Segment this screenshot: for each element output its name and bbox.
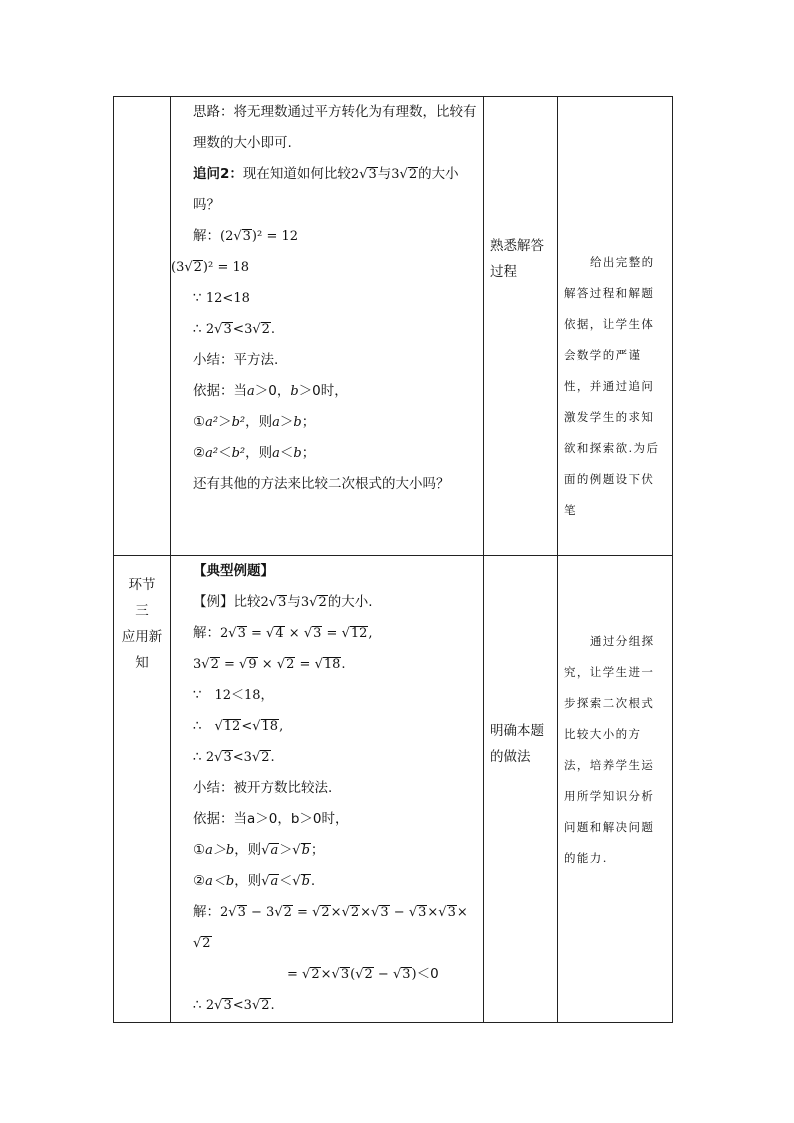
student-activity: 明确本题的做法	[490, 723, 544, 765]
equation-line: 解：2√3 − 3√2 = √2×√2×√3 − √3×√3×√2	[193, 904, 468, 951]
followup-question: 追问2：现在知道如何比较2√3与3√2的大小吗？	[193, 166, 459, 213]
basis-text: 依据：当a＞0，b＞0时，	[193, 383, 348, 399]
therefore-line: ∴ 2√3<3√2.	[193, 321, 276, 337]
equation-line: 解：2√3 = √4 × √3 = √12,	[193, 625, 373, 641]
because-line: ∵ 12<18	[193, 290, 250, 306]
equation-line: = √2×√3(√2 − √3)＜0	[287, 966, 439, 982]
rule-1: ①a²＞b²，则a＞b；	[193, 414, 316, 430]
basis-text: 依据：当a＞0，b＞0时，	[193, 811, 349, 827]
lesson-table	[113, 96, 673, 1023]
table-row	[114, 97, 673, 556]
design-purpose: 给出完整的解答过程和解题依据，让学生体会数学的严谨性，并通过追问激发学生的求知欲和探索欲.为后面的例题设下伏笔	[564, 255, 660, 517]
summary-text: 小结：平方法.	[193, 352, 279, 368]
rule-1: ①a＞b，则√a＞√b；	[193, 842, 325, 858]
table-row	[114, 556, 673, 1023]
because-line: ∵ 12＜18，	[193, 687, 274, 703]
therefore-line: ∴ √12<√18,	[193, 718, 284, 734]
question-text: 还有其他的方法来比较二次根式的大小吗？	[193, 476, 450, 492]
purpose-cell	[558, 556, 673, 1023]
equation-line: 解：(2√3)² = 12	[193, 228, 299, 244]
stage-label: 环节 三 应用新 知	[121, 577, 163, 671]
stage-cell	[114, 556, 171, 1023]
idea-text: 思路：将无理数通过平方转化为有理数，比较有理数的大小即可.	[193, 104, 477, 151]
student-cell	[484, 556, 558, 1023]
equation-line: 3√2 = √9 × √2 = √18.	[193, 657, 346, 672]
stage-cell-empty	[114, 97, 171, 556]
rule-2: ②a＜b，则√a＜√b.	[193, 873, 316, 889]
summary-text: 小结：被开方数比较法.	[193, 780, 333, 796]
design-purpose: 通过分组探究，让学生进一步探索二次根式比较大小的方法，培养学生运用所学知识分析问题和解决问题的能力.	[564, 634, 655, 865]
section-heading: 【典型例题】	[193, 563, 274, 579]
student-cell	[484, 97, 558, 556]
therefore-line: ∴ 2√3<3√2.	[193, 997, 275, 1013]
purpose-cell	[558, 97, 673, 556]
process-cell	[171, 556, 484, 1023]
equation-line: (3√2)² = 18	[171, 260, 250, 275]
student-activity: 熟悉解答过程	[490, 238, 544, 280]
therefore-line: ∴ 2√3<3√2.	[193, 749, 275, 765]
process-cell	[171, 97, 484, 556]
example-title: 【例】比较2√3与3√2的大小.	[193, 594, 373, 610]
rule-2: ②a²＜b²，则a＜b；	[193, 445, 316, 461]
